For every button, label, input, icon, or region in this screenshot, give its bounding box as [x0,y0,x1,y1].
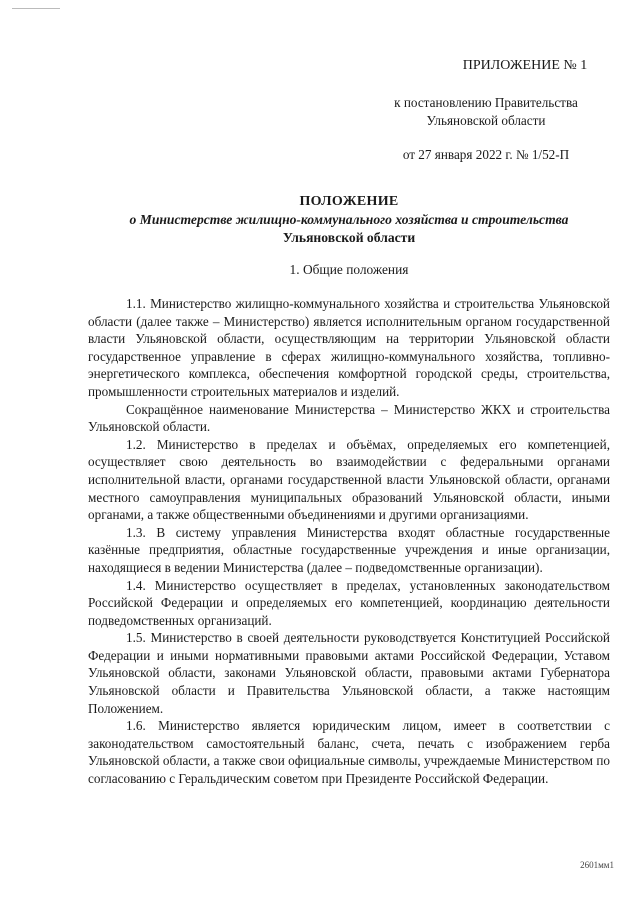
paragraph-1-6: 1.6. Министерство является юридическим лицом, имеет в соответствии с законодательством самостоятельный баланс, счета, печать с изображением герба Ульяновской области, а также свои официальные символы, учреждаемые Министерством по согласованию с Геральдическим советом при Президенте Российской Федерации. [88,718,610,787]
document-subtitle-line-1: о Министерстве жилищно-коммунального хозяйства и строительства [129,211,569,227]
document-title-block [88,193,610,247]
resolution-date: от 27 января 2022 г. № 1/52-П [402,147,570,162]
scan-mark [12,8,60,9]
appendix-label: ПРИЛОЖЕНИЕ № 1 [462,58,588,73]
resolution-reference-line-1: к постановлению Правительства [394,95,578,110]
document-body [88,295,610,788]
paragraph-1-5: 1.5. Министерство в своей деятельности руководствуется Конституцией Российской Федерации и иными нормативными правовыми актами Российской Федерации, Уставом Ульяновской области, законами Ульяновской области, правовыми актами Губернатора Ульяновской области и Правительства Ульяновской области, а также настоящим Положением. [88,630,610,716]
resolution-reference [366,94,606,129]
footer-code: 2601мм1 [580,860,614,871]
paragraph-1-4: 1.4. Министерство осуществляет в пределах, установленных законодательством Российской Федерации и определяемых его компетенцией, координацию деятельности подведомственных организаций. [88,577,610,628]
resolution-reference-line-2: Ульяновской области [426,112,546,128]
document-subtitle-line-2: Ульяновской области [282,229,416,245]
document-title: ПОЛОЖЕНИЕ [299,194,399,209]
paragraph-1-1: 1.1. Министерство жилищно-коммунального хозяйства и строительства Ульяновской области (далее также – Министерство) является исполнительным органом государственной власти Ульяновской области, осуществляющим на территории Ульяновской области государственное управление в сферах жилищно-коммунального хозяйства, топливно-энергетического комплекса, обеспечения комфортной городской среды, строительства, промышленности строительных материалов и изделий. [88,296,610,399]
paragraph-1-3: 1.3. В систему управления Министерства входят областные государственные казённые предприятия, областные государственные учреждения и иные организации, находящиеся в ведении Министерства (далее – подведомственные организации). [88,524,610,575]
section-heading: 1. Общие положения [289,262,409,277]
paragraph-1-2: 1.2. Министерство в пределах и объёмах, определяемых его компетенцией, осуществляет свою деятельность во взаимодействии с федеральными органами исполнительной власти, органами государственной власти Ульяновской области, органами местного самоуправления муниципальных образований Ульяновской области, иными органами, а также общественными объединениями и другими организациями. [88,436,610,523]
paragraph-short-name: Сокращённое наименование Министерства – Министерство ЖКХ и строительства Ульяновской области. [88,401,610,435]
